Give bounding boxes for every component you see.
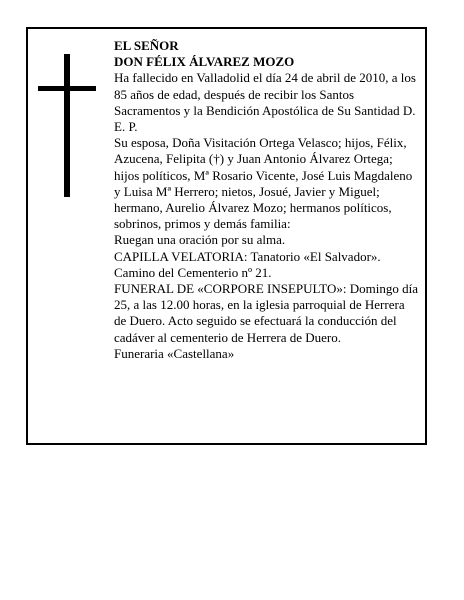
cross-icon-crossbar [38, 86, 96, 91]
prayer-request: Ruegan una oración por su alma. [114, 232, 286, 248]
funeral-info: FUNERAL DE «CORPORE INSEPULTO»: Domingo día 25, a las 12.00 horas, en la iglesia parroquial de Herrera de Duero. Acto seguido se efectuará la conducción del cadáver al cementerio de Herrera de Duero. [114, 281, 418, 345]
family-list: Su esposa, Doña Visitación Ortega Velasco; hijos, Félix, Azucena, Felipita (†) y Juan Antonio Álvarez Ortega; hijos políticos, Mª Rosario Vicente, José Luis Magdaleno y Luisa Mª Herrero; nietos, Josué, Javier y Miguel; hermano, Aurelio Álvarez Mozo; hermanos políticos, sobrinos, primos y demás familia: [114, 135, 413, 232]
obituary-text [114, 38, 418, 362]
wake-chapel-info: CAPILLA VELATORIA: Tanatorio «El Salvador». Camino del Cementerio nº 21. [114, 248, 381, 280]
cross-icon [64, 54, 70, 197]
deceased-name: DON FÉLIX ÁLVAREZ MOZO [114, 54, 295, 70]
deceased-title: EL SEÑOR [114, 38, 179, 53]
funeral-home: Funeraria «Castellana» [114, 345, 235, 361]
death-announcement: Ha fallecido en Valladolid el día 24 de abril de 2010, a los 85 años de edad, después de recibir los Santos Sacramentos y la Bendición Apostólica de Su Santidad D. E. P. [114, 70, 416, 135]
